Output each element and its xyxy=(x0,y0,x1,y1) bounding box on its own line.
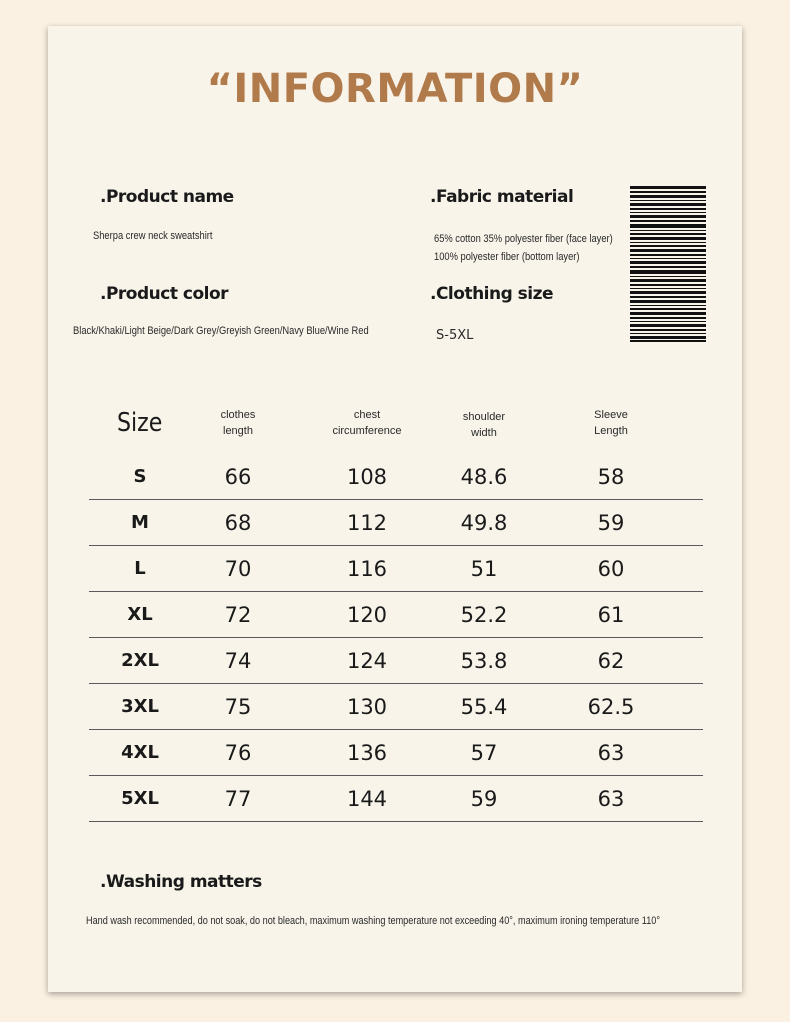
chest-cell: 144 xyxy=(285,776,449,822)
barcode-stripe xyxy=(630,215,706,218)
shoulder-cell: 53.8 xyxy=(449,638,519,684)
shoulder-cell: 59 xyxy=(449,776,519,822)
shoulder-cell: 48.6 xyxy=(449,454,519,500)
chest-cell: 116 xyxy=(285,546,449,592)
fabric-material-label: .Fabric material xyxy=(430,187,574,207)
barcode-stripe xyxy=(630,321,706,322)
fabric-material-line1: 65% cotton 35% polyester fiber (face layer) xyxy=(434,233,613,245)
barcode-stripe xyxy=(630,324,706,327)
size-cell: 3XL xyxy=(89,684,191,730)
size-cell: 2XL xyxy=(89,638,191,684)
length-cell: 76 xyxy=(191,730,285,776)
barcode-stripe xyxy=(630,208,706,210)
barcode-stripe xyxy=(630,312,706,315)
barcode-stripe xyxy=(630,291,706,294)
barcode-stripe xyxy=(630,276,706,277)
barcode-stripe xyxy=(630,329,706,331)
product-color-value: Black/Khaki/Light Beige/Dark Grey/Greyish Green/Navy Blue/Wine Red xyxy=(73,325,369,337)
header-chest xyxy=(285,392,449,454)
washing-text: Hand wash recommended, do not soak, do not bleach, maximum washing temperature not exceeding 40°, maximum ironing temperature 110° xyxy=(86,915,661,927)
barcode-stripe xyxy=(630,305,706,306)
sleeve-cell: 62 xyxy=(519,638,703,684)
barcode-stripe xyxy=(630,266,706,268)
page-title: “INFORMATION” xyxy=(206,66,584,112)
barcode-stripe xyxy=(630,191,706,193)
size-cell: L xyxy=(89,546,191,592)
barcode-stripe xyxy=(630,230,706,231)
barcode-stripe xyxy=(630,254,706,256)
barcode-stripe xyxy=(630,288,706,289)
table-row xyxy=(89,684,703,730)
barcode-stripe xyxy=(630,279,706,282)
chest-cell: 136 xyxy=(285,730,449,776)
size-table-header-row xyxy=(89,392,703,454)
chest-cell: 112 xyxy=(285,500,449,546)
barcode-stripe xyxy=(630,296,706,298)
table-row xyxy=(89,730,703,776)
barcode-stripe xyxy=(630,242,706,243)
barcode-stripe xyxy=(630,284,706,286)
chest-cell: 124 xyxy=(285,638,449,684)
table-row xyxy=(89,454,703,500)
barcode-stripe xyxy=(630,336,706,339)
length-cell: 66 xyxy=(191,454,285,500)
barcode-stripe xyxy=(630,212,706,213)
shoulder-cell: 51 xyxy=(449,546,519,592)
product-color-label: .Product color xyxy=(100,284,229,304)
barcode-stripe xyxy=(630,258,706,259)
barcode-stripe xyxy=(630,340,706,342)
sleeve-cell: 58 xyxy=(519,454,703,500)
size-chart-table xyxy=(89,392,703,822)
header-clothes-length xyxy=(191,392,285,454)
washing-label: .Washing matters xyxy=(100,872,262,892)
shoulder-cell: 49.8 xyxy=(449,500,519,546)
shoulder-cell: 55.4 xyxy=(449,684,519,730)
table-row xyxy=(89,638,703,684)
fabric-material-line2: 100% polyester fiber (bottom layer) xyxy=(434,251,580,263)
length-cell: 68 xyxy=(191,500,285,546)
shoulder-cell: 52.2 xyxy=(449,592,519,638)
size-cell: 4XL xyxy=(89,730,191,776)
table-row xyxy=(89,592,703,638)
barcode-stripe xyxy=(630,270,706,274)
size-cell: S xyxy=(89,454,191,500)
sleeve-cell: 62.5 xyxy=(519,684,703,730)
barcode-stripe xyxy=(630,203,706,206)
sleeve-cell: 63 xyxy=(519,730,703,776)
size-cell: M xyxy=(89,500,191,546)
sleeve-cell: 60 xyxy=(519,546,703,592)
header-chest-label: chest circumference xyxy=(332,409,402,437)
table-row xyxy=(89,500,703,546)
barcode-stripe xyxy=(630,245,706,247)
barcode-image xyxy=(630,186,706,342)
header-shoulder xyxy=(449,392,519,454)
header-sleeve-label: Sleeve Length xyxy=(594,409,628,437)
barcode-stripe xyxy=(630,224,706,228)
chest-cell: 120 xyxy=(285,592,449,638)
product-name-label: .Product name xyxy=(100,187,234,207)
barcode-stripe xyxy=(630,237,706,240)
clothing-size-label: .Clothing size xyxy=(430,284,554,304)
sleeve-cell: 61 xyxy=(519,592,703,638)
header-size xyxy=(89,392,191,454)
barcode-stripe xyxy=(630,333,706,334)
barcode-stripe xyxy=(630,261,706,264)
clothing-size-value: S-5XL xyxy=(436,328,474,343)
barcode-stripe xyxy=(630,317,706,319)
length-cell: 70 xyxy=(191,546,285,592)
header-sleeve xyxy=(519,392,703,454)
header-size-label: Size xyxy=(117,408,163,438)
size-cell: 5XL xyxy=(89,776,191,822)
barcode-stripe xyxy=(630,308,706,310)
table-row xyxy=(89,776,703,822)
chest-cell: 130 xyxy=(285,684,449,730)
barcode-stripe xyxy=(630,233,706,235)
length-cell: 77 xyxy=(191,776,285,822)
length-cell: 72 xyxy=(191,592,285,638)
shoulder-cell: 57 xyxy=(449,730,519,776)
length-cell: 74 xyxy=(191,638,285,684)
sleeve-cell: 63 xyxy=(519,776,703,822)
chest-cell: 108 xyxy=(285,454,449,500)
barcode-stripe xyxy=(630,249,706,252)
barcode-stripe xyxy=(630,186,706,189)
sleeve-cell: 59 xyxy=(519,500,703,546)
barcode-stripe xyxy=(630,195,706,198)
size-cell: XL xyxy=(89,592,191,638)
product-name-value: Sherpa crew neck sweatshirt xyxy=(93,230,213,242)
barcode-stripe xyxy=(630,220,706,222)
header-clothes-length-label: clothes length xyxy=(220,409,256,437)
header-shoulder-label: shoulder width xyxy=(462,410,506,439)
table-row xyxy=(89,546,703,592)
barcode-stripe xyxy=(630,200,706,201)
barcode-stripe xyxy=(630,300,706,303)
length-cell: 75 xyxy=(191,684,285,730)
